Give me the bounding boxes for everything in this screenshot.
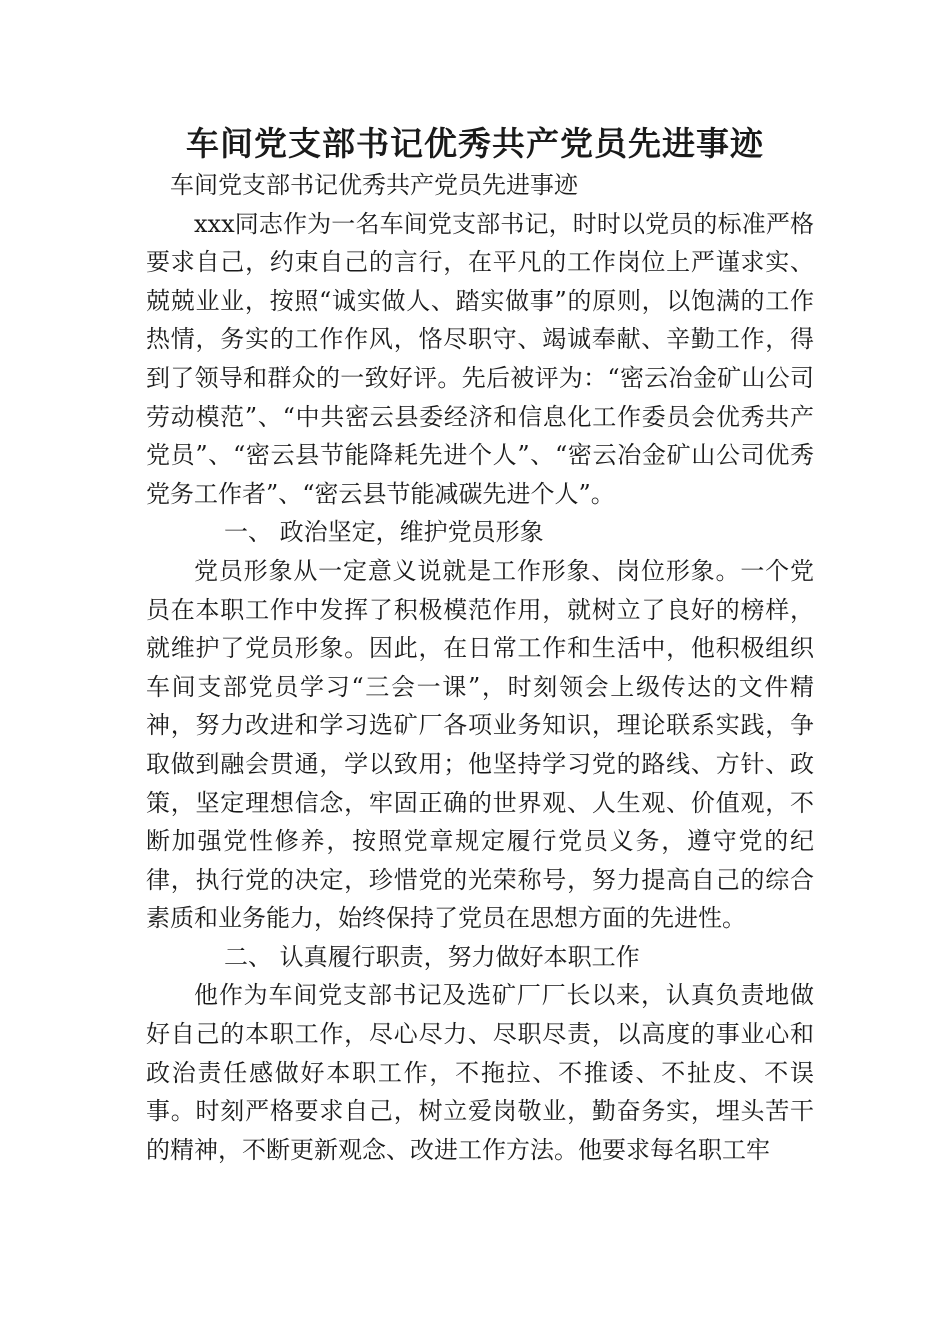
document-title: 车间党支部书记优秀共产党员先进事迹 — [186, 124, 764, 163]
paragraph-section-2: 他作为车间党支部书记及选矿厂厂长以来，认真负责地做好自己的本职工作，尽心尽力、尽职尽责，以高度的事业心和政治责任感做好本职工作，不拖拉、不推诿、不扯皮、不误事。时刻严格要求自己，树立爱岗敬业，勤奋务实，埋头苦干的精神，不断更新观念、改进工作方法。他要求每名职工牢 — [146, 981, 814, 1164]
paragraph-intro: xxx同志作为一名车间党支部书记，时时以党员的标准严格要求自己，约束自己的言行，在平凡的工作岗位上严谨求实、兢兢业业，按照“诚实做人、踏实做事”的原则，以饱满的工作热情，务实的工作作风，恪尽职守、竭诚奉献、辛勤工作，得到了领导和群众的一致好评。先后被评为：“密云冶金矿山公司劳动模范”、“中共密云县委经济和信息化工作委员会优秀共产党员”、“密云县节能降耗先进个人”、“密云冶金矿山公司优秀党务工作者”、“密云县节能减碳先进个人”。 — [146, 209, 814, 508]
document-subtitle: 车间党支部书记优秀共产党员先进事迹 — [170, 171, 578, 199]
document-body — [146, 166, 814, 1169]
paragraph-section-1: 党员形象从一定意义说就是工作形象、岗位形象。一个党员在本职工作中发挥了积极模范作用，就树立了良好的榜样，就维护了党员形象。因此，在日常工作和生活中，他积极组织车间支部党员学习“三会一课”，时刻领会上级传达的文件精神，努力改进和学习选矿厂各项业务知识，理论联系实践，争取做到融会贯通，学以致用；他坚持学习党的路线、方针、政策，坚定理想信念，牢固正确的世界观、人生观、价值观，不断加强党性修养，按照党章规定履行党员义务，遵守党的纪律，执行党的决定，珍惜党的光荣称号，努力提高自己的综合素质和业务能力，始终保持了党员在思想方面的先进性。 — [146, 556, 814, 933]
section-heading-1: 一、 政治坚定，维护党员形象 — [224, 518, 544, 547]
section-heading-2: 二、 认真履行职责，努力做好本职工作 — [224, 942, 640, 971]
